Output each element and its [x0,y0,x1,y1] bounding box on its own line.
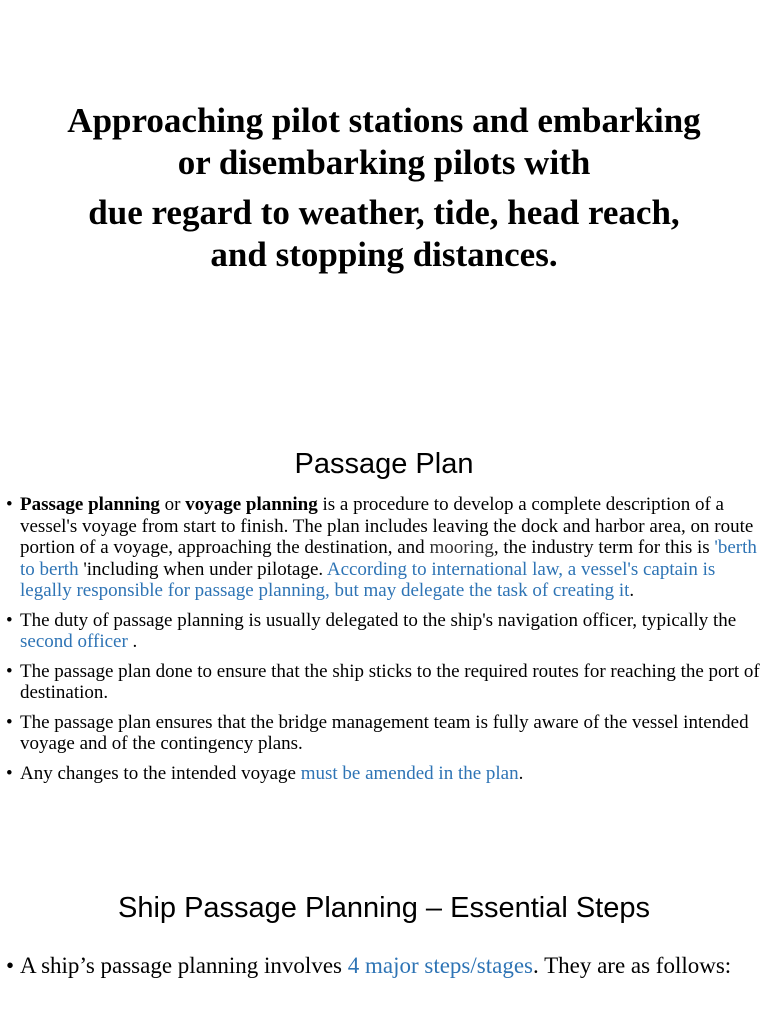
essential-steps-heading: Ship Passage Planning – Essential Steps [117,892,650,924]
bullet-text: 'including when under pilotage. [78,558,327,580]
passage-plan-heading: Passage Plan [294,448,474,480]
list-item [6,661,764,704]
bullet-text: . [127,631,138,652]
essential-steps-list [6,952,764,987]
term-passage-planning: Passage planning [20,494,160,515]
mooring-link[interactable]: mooring [429,537,494,558]
list-item [6,763,764,785]
amended-plan-link[interactable]: must be amended in the plan [300,762,519,784]
term-voyage-planning: voyage planning [185,494,318,515]
title-line-3: due regard to weather, tide, head reach, [88,193,680,232]
second-officer-link[interactable]: second officer [20,631,128,652]
bullet-text: , the industry term for this is [493,537,715,558]
passage-plan-list [6,494,764,792]
bullet-text: The passage plan ensures that the bridge management team is fully aware of the vessel intended voyage and of the contingency plans. [20,711,749,754]
title-line-4: and stopping distances. [210,235,558,274]
title-line-1: Approaching pilot stations and embarking [67,101,701,140]
list-item [6,610,764,653]
bullet-text: is a procedure to develop a complete description of a vessel's voyage from start to finish. The plan includes leaving the dock and harbor area, on route portion of a voyage, approaching the destination, and [20,494,754,558]
title-line-2: or disembarking pilots with [177,143,591,182]
list-item [6,712,764,755]
international-law-link[interactable]: According to international law, a vessel's captain is legally responsible for passage planning, but may delegate the task of creating it [20,558,716,601]
document-title [0,100,768,276]
major-steps-link[interactable]: 4 major steps/stages [347,953,533,978]
bullet-text: A ship’s passage planning involves [20,953,348,978]
list-item [6,952,764,979]
bullet-text: . [629,580,635,601]
berth-to-berth-link[interactable]: 'berth to berth [20,537,757,580]
bullet-text: . [518,762,524,784]
bullet-text: The duty of passage planning is usually delegated to the ship's navigation officer, typically the [20,609,737,631]
bullet-text: The passage plan done to ensure that the ship sticks to the required routes for reaching the port of destination. [20,660,760,703]
bullet-text: or [159,494,186,515]
list-item [6,494,764,602]
bullet-text: Any changes to the intended voyage [20,762,301,784]
bullet-text: . They are as follows: [532,953,732,978]
